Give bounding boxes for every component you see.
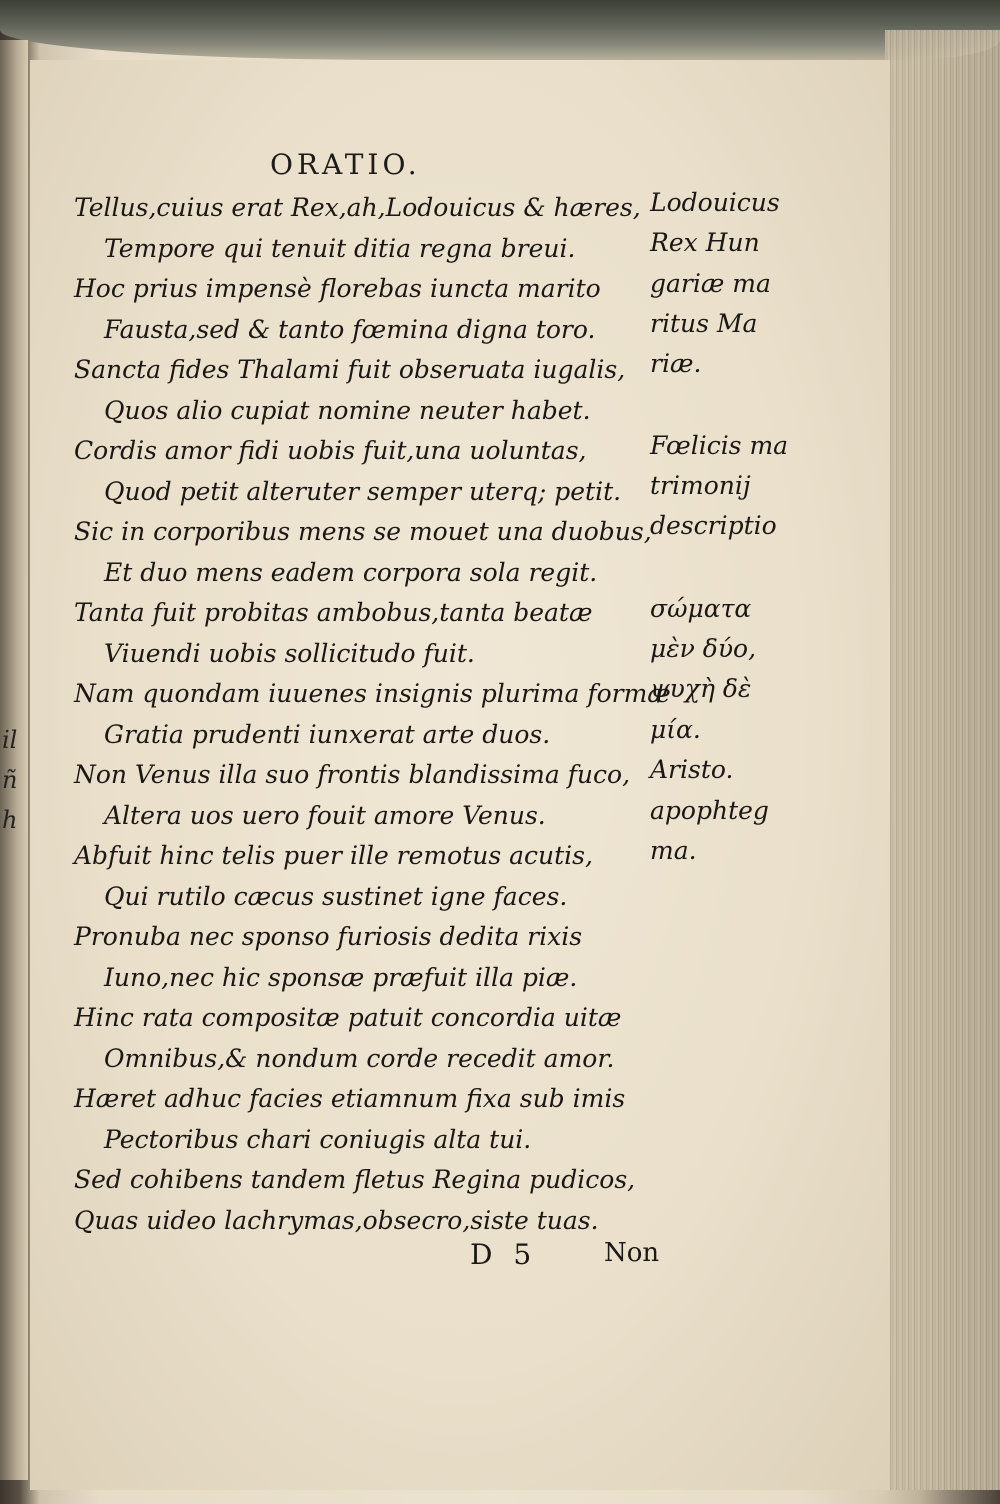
poem-line: Abfuit hinc telis puer ille remotus acutis,: [74, 841, 593, 870]
poem-line: Omnibus,& nondum corde recedit amor.: [104, 1043, 615, 1073]
margin-note: ritus Ma: [650, 309, 758, 338]
margin-note: Fœlicis ma: [650, 431, 789, 460]
facing-page-edge: [0, 40, 28, 1480]
poem-line: Pectoribus chari coniugis alta tui.: [104, 1124, 532, 1154]
margin-note: Aristo.: [650, 755, 734, 784]
poem-line: Gratia prudenti iunxerat arte duos.: [104, 719, 551, 749]
margin-note: trimonij: [650, 471, 751, 500]
poem-line: Fausta,sed & tanto fœmina digna toro.: [104, 314, 596, 344]
running-head: ORATIO.: [270, 148, 421, 181]
margin-note: descriptio: [650, 511, 777, 540]
page-edges-top: [0, 0, 1000, 60]
poem-text: [74, 188, 671, 1241]
margin-note: gariæ ma: [650, 269, 771, 298]
signature-mark: D 5: [470, 1238, 538, 1271]
poem-line: Tellus,cuius erat Rex,ah,Lodouicus & hæres,: [74, 193, 641, 222]
poem-line: Cordis amor fidi uobis fuit,una uoluntas,: [74, 436, 587, 465]
poem-line: Et duo mens eadem corpora sola regit.: [104, 557, 598, 587]
poem-line: Viuendi uobis sollicitudo fuit.: [104, 638, 475, 668]
poem-line: Sic in corporibus mens se mouet una duobus,: [74, 517, 652, 546]
poem-line: Tempore qui tenuit ditia regna breui.: [104, 233, 576, 263]
poem-line: Nam quondam iuuenes insignis plurima formæ: [74, 679, 671, 708]
poem-line: Non Venus illa suo frontis blandissima fuco,: [74, 760, 631, 789]
facing-page-marks: [2, 720, 17, 840]
poem-line: Iuno,nec hic sponsæ præfuit illa piæ.: [104, 962, 578, 992]
poem-line: Qui rutilo cæcus sustinet igne faces.: [104, 881, 568, 911]
margin-note: σώματα: [650, 594, 752, 623]
poem-line: Pronuba nec sponso furiosis dedita rixis: [74, 922, 583, 951]
margin-note: ψυχὴ δὲ: [650, 674, 752, 703]
poem-line: Quod petit alteruter semper uterq; petit.: [104, 476, 622, 506]
page-edges-right: [885, 30, 1000, 1490]
facing-mark: h: [2, 806, 18, 834]
margin-note: riæ.: [650, 349, 702, 378]
margin-note: μὲν δύο,: [650, 634, 757, 663]
margin-note: μία.: [650, 715, 701, 744]
margin-note: Lodouicus: [650, 188, 780, 217]
poem-line: Sancta fides Thalami fuit obseruata iugalis,: [74, 355, 626, 384]
poem-line: Quos alio cupiat nomine neuter habet.: [104, 395, 591, 425]
poem-line: Altera uos uero fouit amore Venus.: [104, 800, 546, 830]
catchword: Non: [604, 1238, 660, 1268]
margin-note: Rex Hun: [650, 228, 760, 257]
poem-line: Hoc prius impensè florebas iuncta marito: [74, 274, 601, 303]
poem-line: Quas uideo lachrymas,obsecro,siste tuas.: [74, 1205, 599, 1235]
margin-note: apophteg: [650, 796, 769, 825]
poem-line: Hæret adhuc facies etiamnum fixa sub imis: [74, 1084, 626, 1113]
margin-note: ma.: [650, 836, 697, 865]
poem-line: Sed cohibens tandem fletus Regina pudicos,: [74, 1165, 636, 1194]
facing-mark: il: [2, 726, 18, 754]
facing-mark: ñ: [2, 766, 18, 794]
poem-line: Tanta fuit probitas ambobus,tanta beatæ: [74, 598, 593, 627]
poem-line: Hinc rata compositæ patuit concordia uitæ: [74, 1003, 622, 1032]
